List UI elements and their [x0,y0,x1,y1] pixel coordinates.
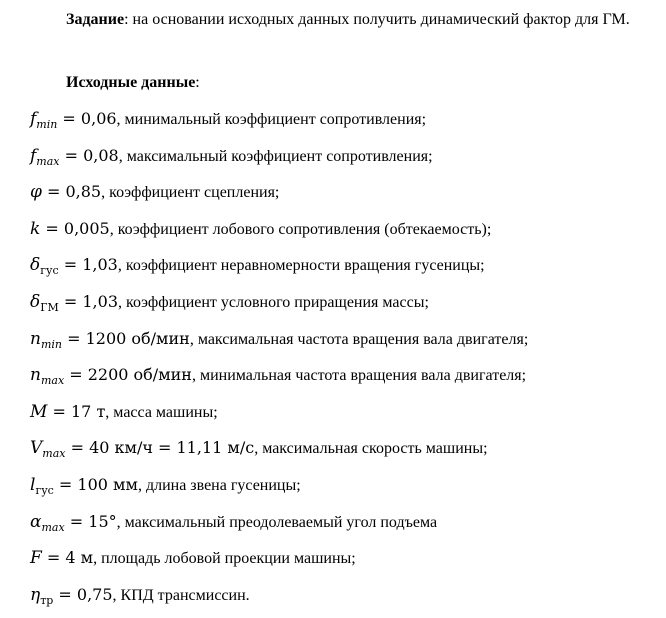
parameter-description: , максимальная частота вращения вала двигателя; [189,330,529,348]
parameter-value: 0,75 [76,584,113,604]
parameter-description: , минимальная частота вращения вала двигателя; [191,367,527,385]
equals-sign: = [53,475,78,494]
equals-sign: = [47,401,71,421]
parameter-symbol: α [30,511,42,532]
parameter-line [30,253,485,277]
parameter-value: 40 км/ч = 11,11 м/с [89,438,255,458]
parameter-symbol: M [30,401,48,422]
parameter-description: , коэффициент лобового сопротивления (обтекаемость); [109,220,492,238]
parameter-line [30,436,488,460]
input-heading-suffix: : [195,74,200,91]
parameter-line [30,473,301,497]
parameter-value: 100 мм [77,475,138,494]
parameter-description: , максимальный коэффициент сопротивления; [118,147,433,165]
parameter-line [30,583,250,607]
input-heading-label: Исходные данные [66,74,196,91]
equals-sign: = [64,511,89,531]
parameter-line [30,290,429,314]
input-heading [66,71,200,95]
parameter-value: 0,85 [65,182,102,202]
parameter-description: , максимальная скорость машины; [254,440,488,458]
task-label: Задание [66,11,125,28]
parameter-subscript: тр [40,593,54,607]
equals-sign: = [41,548,66,568]
parameter-value: 0,06 [80,109,117,128]
parameter-symbol: f [30,145,37,166]
equals-sign: = [58,255,83,275]
parameter-description: , коэффициент сцепления; [101,184,280,202]
parameter-subscript: max [36,154,60,168]
equals-sign: = [57,109,81,128]
parameter-symbol: F [30,548,42,569]
equals-sign: = [59,145,84,165]
parameter-symbol: k [30,218,41,239]
parameter-value: 1,03 [82,255,118,275]
parameter-subscript: ГМ [40,301,59,314]
parameter-description: , площадь лобовой проекции машины; [93,550,356,568]
parameter-subscript: гус [35,484,54,497]
parameter-value: 17 т [71,401,106,421]
parameter-value: 1200 об/мин [85,328,190,348]
parameter-line [30,363,526,387]
parameter-subscript: max [42,447,66,461]
parameter-subscript: max [41,520,65,534]
parameter-symbol: δ [30,292,41,312]
parameter-description: , максимальный преодолеваемый угол подъема [116,513,438,531]
parameter-description: , коэффициент условного приращения массы; [118,294,429,311]
parameter-description: , КПД трансмиссин. [112,586,250,604]
parameter-symbol: δ [30,255,41,276]
parameter-line [30,510,437,534]
task-text: : на основании исходных данных получить динамический фактор для ГМ. [124,11,630,28]
parameter-subscript: min [36,118,58,131]
equals-sign: = [62,328,86,348]
equals-sign: = [53,584,77,604]
parameter-value: 15° [88,511,117,531]
parameter-subscript: max [40,374,65,388]
parameter-line [30,107,426,131]
parameter-symbol: φ [30,182,42,203]
equals-sign: = [41,182,66,202]
task-paragraph [30,8,650,32]
parameter-line [30,180,279,204]
equals-sign: = [40,218,64,238]
parameter-line [30,400,218,424]
parameter-value: 4 м [65,548,94,568]
parameter-line [30,327,528,351]
parameter-symbol: V [30,438,43,459]
parameter-line [30,217,491,241]
parameter-value: 0,005 [63,218,110,238]
parameter-value: 2200 об/мин [87,365,192,385]
parameter-symbol: η [30,584,41,605]
parameter-symbol: l [30,475,36,495]
parameter-subscript: гус [40,264,59,278]
equals-sign: = [58,292,83,311]
parameter-description: , минимальный коэффициент сопротивления; [116,111,427,128]
parameter-line [30,144,433,168]
parameter-symbol: n [30,328,41,349]
parameter-value: 0,08 [83,145,119,165]
parameter-symbol: f [30,109,37,129]
equals-sign: = [64,365,88,385]
parameter-description: , масса машины; [105,403,218,421]
parameter-description: , коэффициент неравномерности вращения гусеницы; [117,257,485,275]
parameter-value: 1,03 [82,292,118,311]
equals-sign: = [65,438,90,458]
parameter-line [30,546,356,570]
parameter-subscript: min [40,337,62,351]
parameter-symbol: n [30,365,41,386]
parameter-description: , длина звена гусеницы; [137,477,301,494]
